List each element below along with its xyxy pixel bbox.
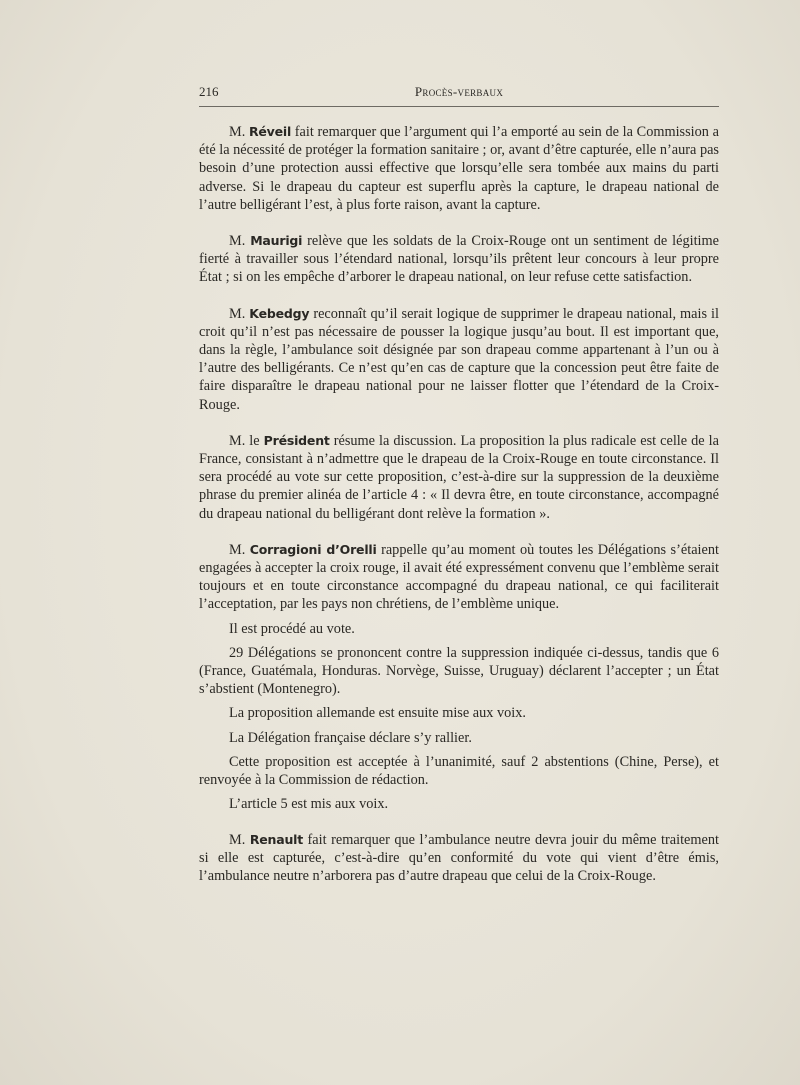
- running-title: Procès-verbaux: [414, 84, 504, 99]
- page-header: [199, 84, 719, 102]
- paragraph-acceptance: Cette proposition est acceptée à l’unanimité, sauf 2 abstentions (Chine, Perse), et renvoyée à la Commission de rédaction.: [199, 753, 719, 789]
- paragraph-text: fait remarquer que l’argument qui l’a emporté au sein de la Commission a été la nécessité de protéger la formation sanitaire ; or, avant d’être capturée, elle n’aura pas besoin d’une protection aussi effective que lorsqu’elle sera tombée aux mains du parti adverse. Si le drapeau du capteur est superflu après la capture, le drapeau national de l’autre belligérant l’est, à plus forte raison, avant la capture.: [199, 124, 719, 213]
- speaker-name: Renault: [249, 831, 304, 847]
- paragraph-article-5: L’article 5 est mis aux voix.: [229, 796, 389, 813]
- paragraph-renault: [199, 831, 719, 886]
- paragraph-kebedgy: [199, 305, 719, 414]
- paragraph-text: résume la discussion. La proposition la plus radicale est celle de la France, consistant à n’admettre que le drapeau de la Croix-Rouge en toute circonstance. Il sera procédé au vote sur cette proposition, c’est-à-dire sur la suppression de la deuxième phrase du premier alinéa de l’article 4 : « Il devra être, en toute circonstance, accompagné du drapeau national du belligérant dont relève la formation ».: [199, 432, 719, 522]
- paragraph-vote-result: 29 Délégations se prononcent contre la suppression indiquée ci-dessus, tandis que 6 (France, Guatémala, Honduras. Norvège, Suisse, Uruguay) déclarent l’accepter ; un État s’abstient (Montenegro).: [199, 644, 719, 698]
- paragraph-text: rappelle qu’au moment où toutes les Délégations s’étaient engagées à accepter la croix rouge, il avait été expressément convenu que l’emblème serait toujours et en toute circonstance accompagné du drapeau national, ce qui faciliterait l’acceptation, par les pays non chrétiens, de l’emblème unique.: [199, 541, 720, 613]
- paragraph-prefix: M.: [229, 831, 250, 848]
- paragraph-text: fait remarquer que l’ambulance neutre devra jouir du même traitement si elle est capturée, c’est-à-dire qu’en conformité du vote qui vient d’être émis, l’ambulance neutre n’arborera pas d’autre drapeau que celui de la Croix-Rouge.: [199, 831, 719, 884]
- paragraph-text: relève que les soldats de la Croix-Rouge ont un sentiment de légitime fierté à travailler sous l’étendard national, lorsqu’ils prêtent leur concours à leur propre État ; si on les empêche d’arborer le drapeau national, on leur refuse cette satisfaction.: [199, 233, 719, 286]
- paragraph-prefix: M.: [229, 305, 250, 322]
- paragraph-german-proposal: La proposition allemande est ensuite mise aux voix.: [229, 705, 526, 722]
- paragraph-prefix: M.: [229, 124, 249, 140]
- speaker-name: Kebedgy: [249, 305, 310, 321]
- paragraph-prefix: M.: [229, 541, 250, 558]
- speaker-name: Président: [263, 432, 330, 448]
- paragraph-prefix: M.: [229, 233, 251, 250]
- page-number: 216: [199, 84, 219, 99]
- speaker-name: Réveil: [248, 124, 292, 139]
- speaker-name: Maurigi: [250, 233, 303, 249]
- paragraph-french-delegation: La Délégation française déclare s’y rallier.: [229, 729, 472, 746]
- paragraph-text: reconnaît qu’il serait logique de supprimer le drapeau national, mais il croit qu’il n’est pas nécessaire de pousser la logique jusqu’au bout. Il est important que, dans la règle, l’ambulance soit désignée par son drapeau comme appartenant à l’un ou à l’autre des belligérants. Ce n’est qu’en cas de capture que la concession peut être faite de faire disparaître le drapeau national pour ne laisser flotter que l’étendard de la Croix-Rouge.: [199, 305, 719, 413]
- paragraph-corragioni: [199, 541, 719, 614]
- paragraph-maurigi: [199, 232, 719, 287]
- paragraph-president: [199, 432, 719, 523]
- paragraph-reveil: [199, 123, 719, 214]
- paragraph-vote: Il est procédé au vote.: [229, 620, 355, 637]
- paragraph-prefix: M. le: [229, 432, 264, 449]
- speaker-name: Corragioni d’Orelli: [249, 541, 377, 557]
- document-body: [199, 123, 719, 885]
- header-rule: [199, 106, 719, 107]
